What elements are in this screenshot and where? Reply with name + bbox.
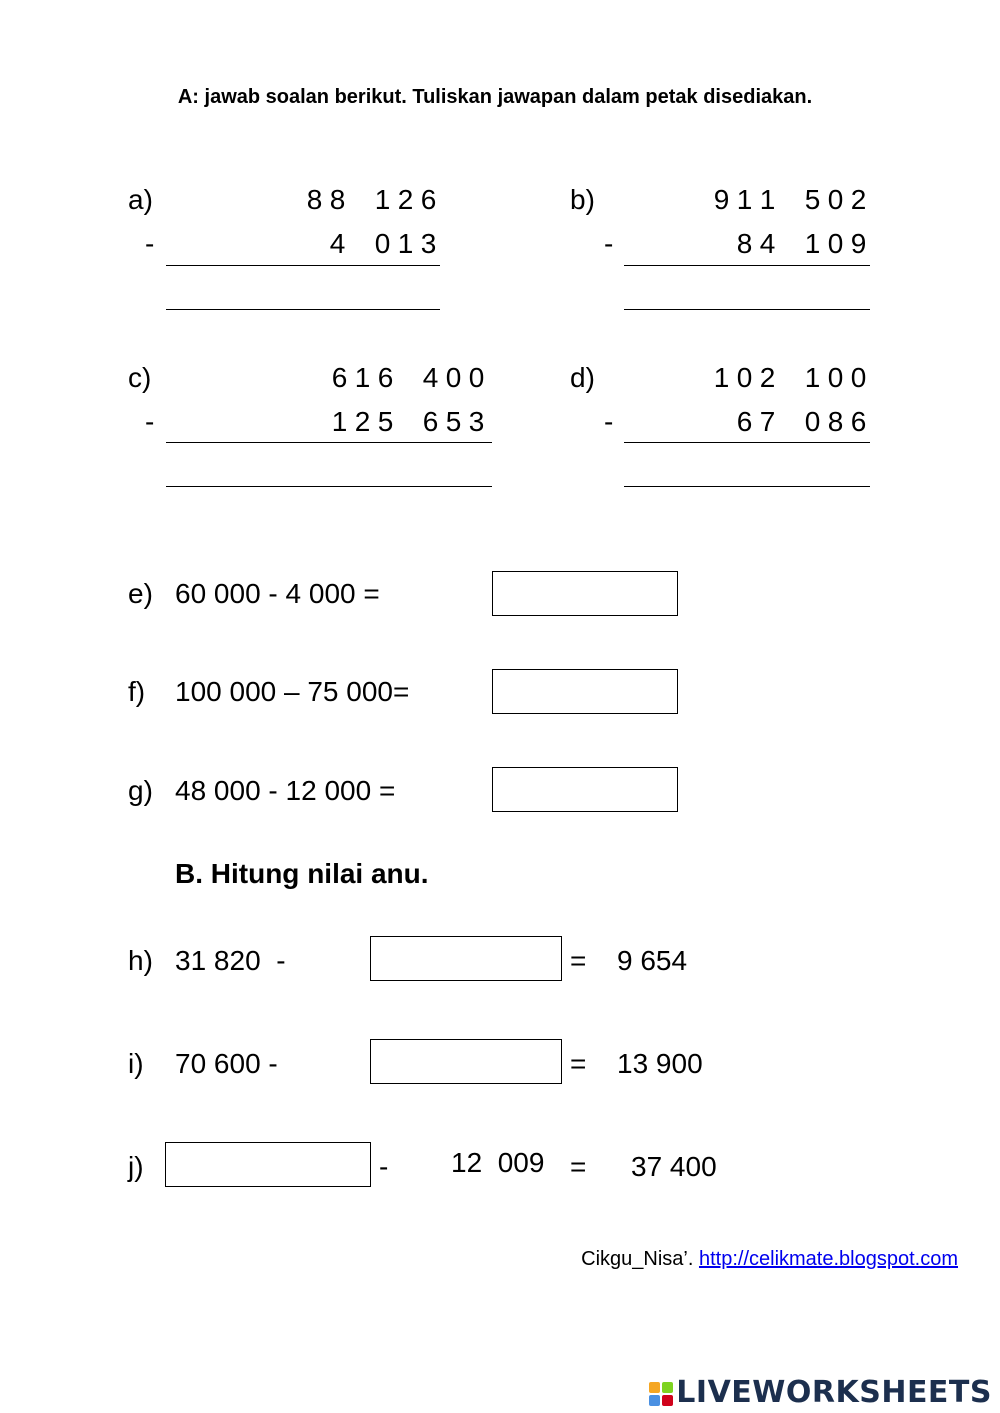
digit: 8 [827,406,844,437]
result-i: 13 900 [617,1048,703,1079]
digit-gap [779,362,801,394]
answer-line[interactable] [624,309,870,310]
result-j: 37 400 [631,1151,717,1182]
section-b-title: B. Hitung nilai anu. [175,858,429,889]
digit: 0 [827,228,844,259]
minus-sign: - [604,228,614,259]
answer-line[interactable] [166,486,492,487]
credit-line [581,1248,958,1271]
instruction-text: A: jawab soalan berikut. Tuliskan jawapan dalam petak disediakan. [177,86,813,108]
digit: 4 [759,228,776,259]
problem-label: b) [570,184,595,215]
digit-gap [349,184,371,216]
minus-sign-j: - [379,1151,389,1182]
top-number [328,362,488,394]
expression-h: 31 820 - [175,945,286,976]
expression-f: 100 000 – 75 000= [175,676,410,707]
answer-line[interactable] [624,486,870,487]
digit: 2 [759,362,776,393]
digit: 1 [331,406,348,437]
digit: 6 [850,406,867,437]
minus-sign: - [145,228,155,259]
top-number [303,184,440,216]
answer-input-g[interactable] [492,767,678,812]
credit-link[interactable]: http://celikmate.blogspot.com [698,1248,958,1270]
credit-author: Cikgu_Nisa’. [581,1248,694,1270]
digit: 1 [397,228,414,259]
result-h: 9 654 [617,945,688,976]
digit: 1 [804,228,821,259]
equals-sign-j: = [570,1151,587,1182]
digit: 1 [354,362,371,393]
operation-line [624,442,870,443]
digit: 1 [374,184,391,215]
bottom-number [304,228,440,260]
digit-gap [397,406,419,438]
digit: 9 [713,184,730,215]
problem-label: d) [570,362,595,393]
answer-input-j[interactable] [165,1142,371,1187]
brand-text: LIVEWORKSHEETS [676,1375,992,1410]
digit-gap [349,228,371,260]
digit-gap [711,406,733,438]
digit: 0 [445,362,462,393]
digit: 8 [329,184,346,215]
row-label-e: e) [128,578,153,609]
digit: 4 [329,228,346,259]
top-number [710,184,870,216]
digit: 6 [420,184,437,215]
answer-input-i[interactable] [370,1039,562,1084]
bottom-number [711,406,870,438]
digit: 0 [468,362,485,393]
bottom-number [711,228,870,260]
digit-gap [779,184,801,216]
digit: 3 [468,406,485,437]
equals-sign-i: = [570,1048,587,1079]
equals-sign-h: = [570,945,587,976]
digit: 6 [736,406,753,437]
operation-line [166,265,440,266]
digit: 1 [736,184,753,215]
digit: 0 [736,362,753,393]
expression-e: 60 000 - 4 000 = [175,578,380,609]
digit: 0 [374,228,391,259]
answer-line[interactable] [166,309,440,310]
digit: 8 [736,228,753,259]
digit: 8 [306,184,323,215]
digit: 5 [445,406,462,437]
minus-sign: - [604,406,614,437]
answer-input-f[interactable] [492,669,678,714]
row-label-h: h) [128,945,153,976]
digit: 6 [422,406,439,437]
operand-j: 12 009 [451,1147,545,1178]
digit: 4 [422,362,439,393]
answer-input-e[interactable] [492,571,678,616]
digit: 6 [377,362,394,393]
digit: 1 [759,184,776,215]
digit: 3 [420,228,437,259]
expression-g: 48 000 - 12 000 = [175,775,396,806]
digit: 2 [354,406,371,437]
problem-label: a) [128,184,153,215]
digit-gap [397,362,419,394]
operation-line [166,442,492,443]
operation-line [624,265,870,266]
minus-sign: - [145,406,155,437]
digit: 0 [827,362,844,393]
bottom-number [328,406,488,438]
answer-input-h[interactable] [370,936,562,981]
digit-gap [779,228,801,260]
digit: 0 [827,184,844,215]
top-number [710,362,870,394]
digit: 5 [377,406,394,437]
liveworksheets-logo-icon [649,1382,673,1406]
digit: 2 [850,184,867,215]
problem-label: c) [128,362,152,393]
row-label-g: g) [128,775,153,806]
digit: 0 [850,362,867,393]
digit: 9 [850,228,867,259]
row-label-f: f) [128,676,146,707]
row-label-i: i) [128,1048,144,1079]
digit: 0 [804,406,821,437]
digit: 6 [331,362,348,393]
digit: 5 [804,184,821,215]
row-label-j: j) [128,1151,144,1182]
digit: 1 [804,362,821,393]
digit-gap [779,406,801,438]
digit: 2 [397,184,414,215]
expression-i: 70 600 - [175,1048,278,1079]
liveworksheets-logo [649,1375,992,1410]
digit: 7 [759,406,776,437]
digit: 1 [713,362,730,393]
digit-gap [711,228,733,260]
digit-gap [304,228,326,260]
